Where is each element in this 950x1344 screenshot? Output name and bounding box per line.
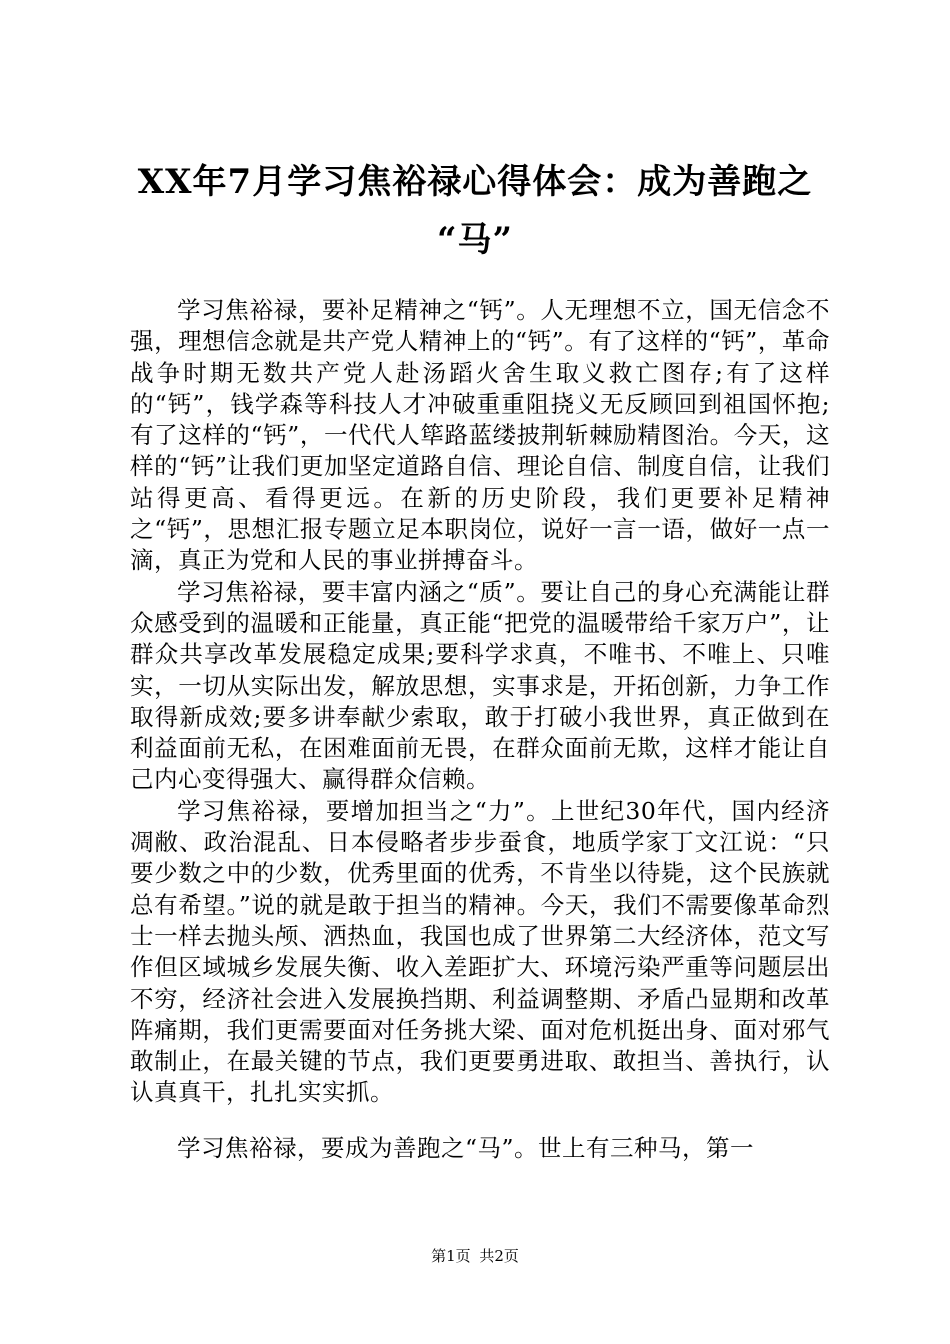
paragraph-calcium: 学习焦裕禄，要补足精神之“钙”。人无理想不立，国无信念不强，理想信念就是共产党人精神上的“钙”。有了这样的“钙”，革命战争时期无数共产党人赴汤蹈火舍生取义救亡图存;有了这样的“钙”，钱学森等科技人才冲破重重阻挠义无反顾回到祖国怀抱;有了这样的“钙”，一代代人筚路蓝缕披荆斩棘励精图治。今天，这样的“钙”让我们更加坚定道路自信、理论自信、制度自信，让我们站得更高、看得更远。在新的历史阶段，我们更要补足精神之“钙”，思想汇报专题立足本职岗位，说好一言一语，做好一点一滴，真正为党和人民的事业拼搏奋斗。: [130, 296, 830, 575]
page-number-total: 共2页: [479, 1247, 519, 1265]
paragraph-strength: 学习焦裕禄，要增加担当之“力”。上世纪30年代，国内经济凋敝、政治混乱、日本侵略者步步蚕食，地质学家丁文江说：“只要少数之中的少数，优秀里面的优秀，不肯坐以待毙，这个民族就总有希望。”说的就是敢于担当的精神。今天，我们不需要像革命烈士一样去抛头颅、洒热血，我国也成了世界第二大经济体，范文写作但区域城乡发展失衡、收入差距扩大、环境污染严重等问题层出不穷，经济社会进入发展换挡期、利益调整期、矛盾凸显期和改革阵痛期，我们更需要面对任务挑大梁、面对危机挺出身、面对邪气敢制止，在最关键的节点，我们更要勇进取、敢担当、善执行，认认真真干，扎扎实实抓。: [130, 796, 830, 1107]
page-footer: [0, 1246, 950, 1266]
page-number-current: 第1页: [431, 1247, 471, 1265]
document-title-line-2: “马”: [436, 220, 514, 260]
paragraph-horse: 学习焦裕禄，要成为善跑之“马”。世上有三种马，第一: [177, 1133, 755, 1162]
paragraph-quality: 学习焦裕禄，要丰富内涵之“质”。要让自己的身心充满能让群众感受到的温暖和正能量，真正能“把党的温暖带给千家万户”，让群众共享改革发展稳定成果;要科学求真，不唯书、不唯上、只唯实，一切从实际出发，解放思想，实事求是，开拓创新，力争工作取得新成效;要多讲奉献少索取，敢于打破小我世界，真正做到在利益面前无私，在困难面前无畏，在群众面前无欺，这样才能让自己内心变得强大、赢得群众信赖。: [130, 577, 830, 794]
document-title-line-1: XX年7月学习焦裕禄心得体会：成为善跑之: [137, 162, 813, 202]
document-body: [130, 295, 830, 1164]
